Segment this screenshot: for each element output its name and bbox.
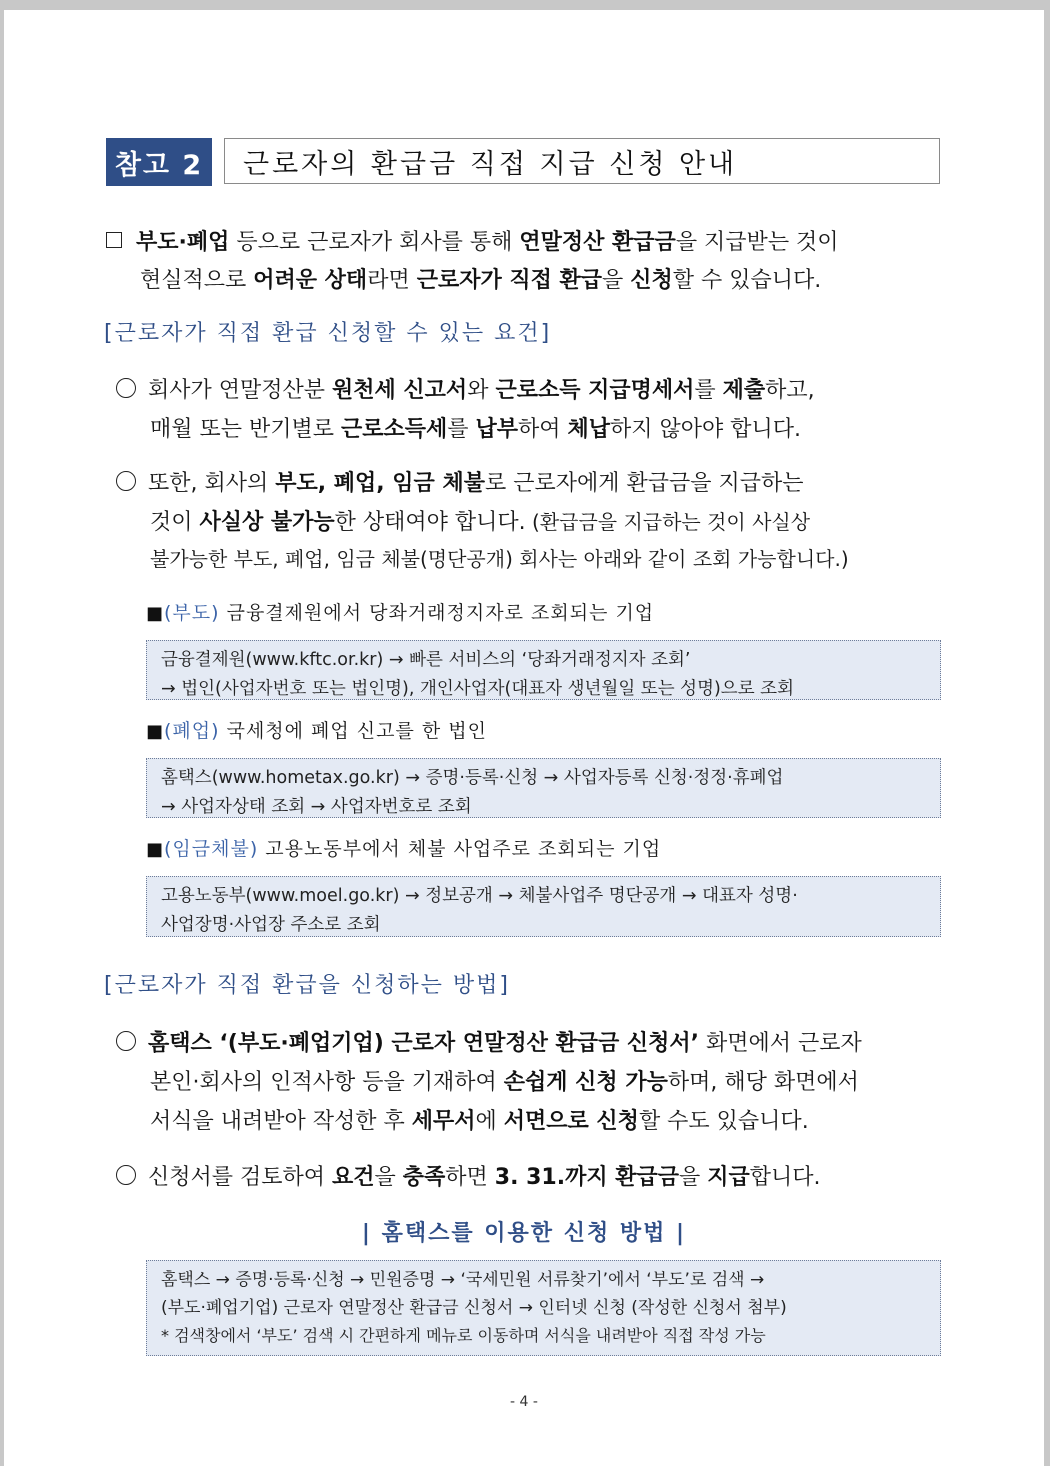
requirement-2-line-1: 또한, 회사의 부도, 폐업, 임금 체불로 근로자에게 환급금을 지급하는 — [116, 466, 803, 497]
lookup-closure-label: ■(폐업) 국세청에 폐업 신고를 한 법인 — [146, 720, 488, 742]
page-title: 근로자의 환급금 직접 지급 신청 안내 — [224, 138, 940, 184]
lookup-closure-box: 홈택스(www.hometax.go.kr) → 증명·등록·신청 → 사업자등록 신청·정정·휴폐업 → 사업자상태 조회 → 사업자번호로 조회 — [146, 758, 941, 818]
lookup-wage-arrears-label: ■(임금체불) 고용노동부에서 체불 사업주로 조회되는 기업 — [146, 838, 662, 860]
requirement-1-line-1: 회사가 연말정산분 원천세 신고서와 근로소득 지급명세서를 제출하고, — [116, 373, 815, 404]
hometax-method-title: | 홈택스를 이용한 신청 방법 | — [361, 1221, 687, 1246]
circle-bullet-icon — [116, 1165, 136, 1185]
square-bullet-icon: ■ — [146, 721, 165, 742]
circle-bullet-icon — [116, 471, 136, 491]
method-1-line-3: 서식을 내려받아 작성한 후 세무서에 서면으로 신청할 수도 있습니다. — [150, 1109, 809, 1134]
lookup-wage-arrears-box: 고용노동부(www.moel.go.kr) → 정보공개 → 체불사업주 명단공개 → 대표자 성명· 사업장명·사업장 주소로 조회 — [146, 876, 941, 937]
method-2-line: 신청서를 검토하여 요건을 충족하면 3. 31.까지 환급금을 지급합니다. — [116, 1160, 821, 1191]
hometax-method-box: 홈택스 → 증명·등록·신청 → 민원증명 → ‘국세민원 서류찾기’에서 ‘부도’로 검색 → (부도·폐업기업) 근로자 연말정산 환급금 신청서 → 인터넷 신청 (작성한 신청서 첨부) * 검색창에서 ‘부도’ 검색 시 간편하게 메뉴로 이동하며 서식을 내려받아 직접 작성 가능 — [146, 1260, 941, 1356]
lookup-bankruptcy-label: ■(부도) 금융결제원에서 당좌거래정지자로 조회되는 기업 — [146, 602, 655, 624]
circle-bullet-icon — [116, 1031, 136, 1051]
requirement-2-line-2: 것이 사실상 불가능한 상태여야 합니다. (환급금을 지급하는 것이 사실상 — [150, 510, 811, 535]
checkbox-square-icon — [106, 232, 122, 248]
method-1-line-2: 본인·회사의 인적사항 등을 기재하여 손쉽게 신청 가능하며, 해당 화면에서 — [150, 1070, 859, 1095]
requirements-heading: [근로자가 직접 환급 신청할 수 있는 요건] — [104, 321, 552, 346]
circle-bullet-icon — [116, 378, 136, 398]
method-heading: [근로자가 직접 환급을 신청하는 방법] — [104, 973, 510, 998]
intro-line-1: 부도·폐업 등으로 근로자가 회사를 통해 연말정산 환급금을 지급받는 것이 — [106, 225, 839, 256]
lookup-bankruptcy-box: 금융결제원(www.kftc.or.kr) → 빠른 서비스의 ‘당좌거래정지자 조회’ → 법인(사업자번호 또는 법인명), 개인사업자(대표자 생년월일 또는 성명)으로 조회 — [146, 640, 941, 700]
square-bullet-icon: ■ — [146, 603, 165, 624]
intro-line-2: 현실적으로 어려운 상태라면 근로자가 직접 환급을 신청할 수 있습니다. — [140, 268, 822, 293]
requirement-1-line-2: 매월 또는 반기별로 근로소득세를 납부하여 체납하지 않아야 합니다. — [150, 417, 802, 442]
section-header — [106, 138, 946, 186]
square-bullet-icon: ■ — [146, 839, 165, 860]
page-number: - 4 - — [510, 1394, 538, 1410]
document-page — [4, 10, 1044, 1466]
method-1-line-1: 홈택스 ‘(부도·폐업기업) 근로자 연말정산 환급금 신청서’ 화면에서 근로자 — [116, 1026, 862, 1057]
reference-badge: 참고 2 — [106, 138, 212, 186]
requirement-2-line-3: 불가능한 부도, 폐업, 임금 체불(명단공개) 회사는 아래와 같이 조회 가능합니다.) — [150, 547, 849, 571]
